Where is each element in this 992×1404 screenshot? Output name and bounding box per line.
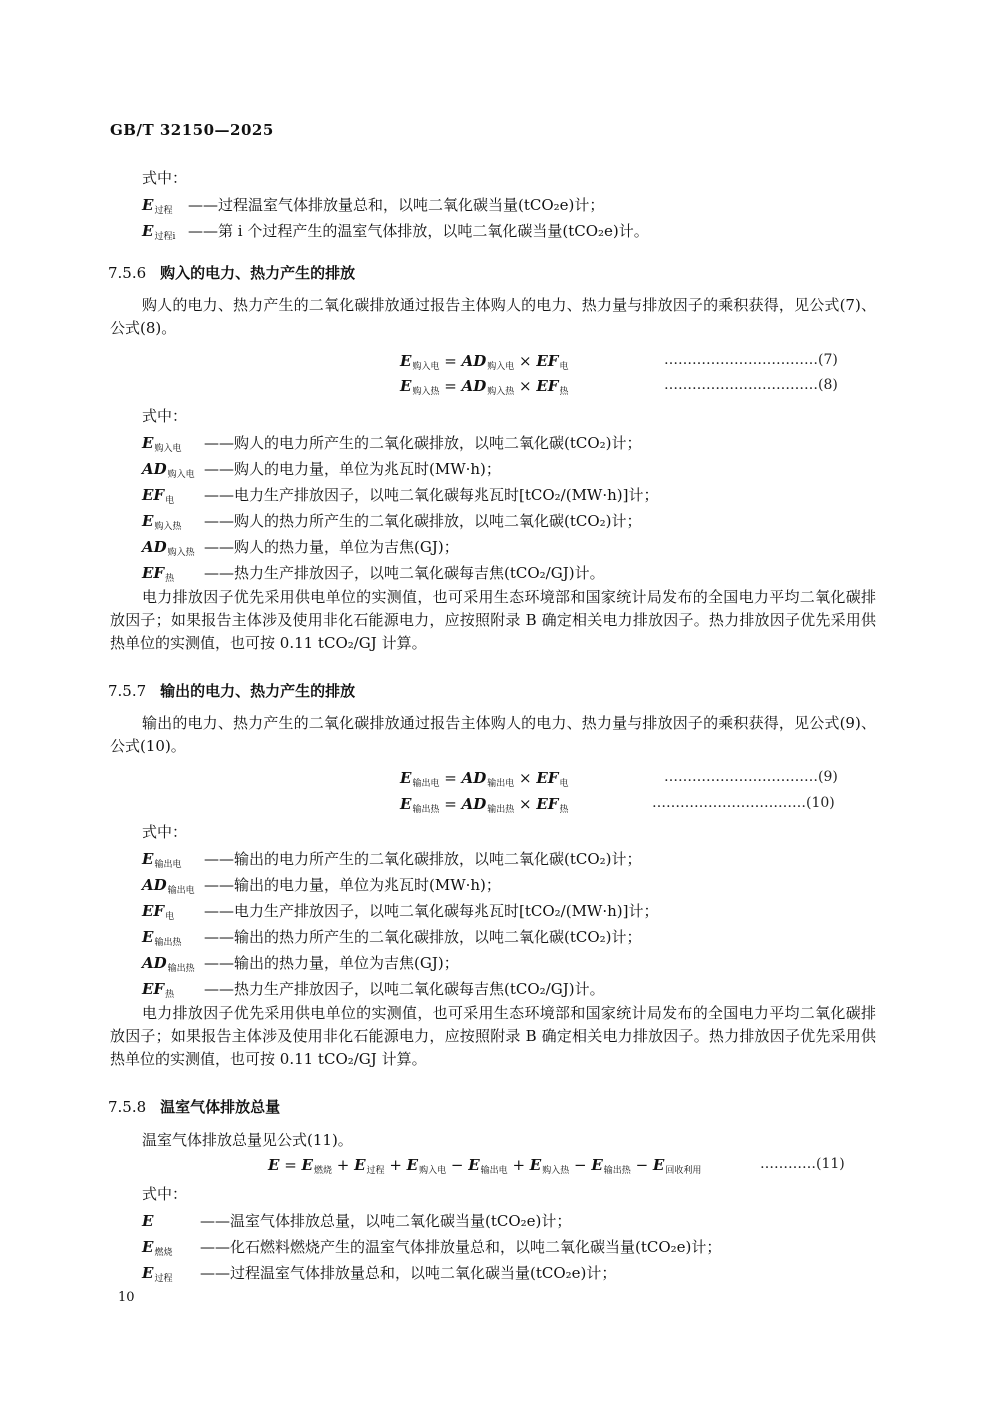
paragraph: 电力排放因子优先采用供电单位的实测值，也可采用生态环境部和国家统计局发布的全国电力平均二氧化碳排放因子；如果报告主体涉及使用非化石能源电力，应按照附录 B 确定相关电力排放因子。热力排放因子优先采用供热单位的实测值，也可按 0.11 tCO₂/GJ 计算。	[110, 588, 876, 652]
formula-operator: −	[569, 1156, 592, 1174]
formula-10: $E_{输出热} = AD_{输出热} \times EF_热$	[400, 795, 569, 815]
definition-line: $EF_电$ ——电力生产排放因子，以吨二氧化碳每兆瓦时[tCO₂/(MW·h)]计；	[142, 486, 659, 506]
formula-7: $E_{购入电} = AD_{购入电} \times EF_电$	[400, 352, 569, 372]
section-heading-7-5-7: 7.5.7 输出的电力、热力产生的排放	[108, 682, 356, 700]
definition-line: $EF_热$ ——热力生产排放因子，以吨二氧化碳每吉焦(tCO₂/GJ)计。	[142, 564, 605, 584]
definition-line: $E_{购入电}$ ——购人的电力所产生的二氧化碳排放，以吨二氧化碳(tCO₂)计；	[142, 434, 642, 454]
symbol: $E_{过程}$	[142, 196, 173, 216]
symbol: $EF_热$	[142, 980, 175, 1000]
section-heading-7-5-6: 7.5.6 购入的电力、热力产生的排放	[108, 264, 356, 282]
symbol: $E_{过程}$	[142, 1264, 173, 1284]
formula-operator: +	[507, 1156, 530, 1174]
where-label: 式中：	[142, 407, 188, 425]
symbol: $E_{燃烧}$	[142, 1238, 173, 1258]
formula-term: $E_{购入热}$	[529, 1156, 570, 1176]
formula-term: $E_{过程}$	[354, 1156, 385, 1176]
formula-operator: −	[446, 1156, 469, 1174]
definition-line: $AD_{购入电}$ ——购人的电力量，单位为兆瓦时(MW·h)；	[142, 460, 501, 480]
symbol: $EF_热$	[142, 564, 175, 584]
symbol: $E_{购入热}$	[142, 512, 182, 532]
symbol: $E_{输出电}$	[142, 850, 182, 870]
paragraph: 购人的电力、热力产生的二氧化碳排放通过报告主体购人的电力、热力量与排放因子的乘积获得，见公式(7)、公式(8)。	[110, 296, 876, 337]
definition-line: $AD_{输出热}$ ——输出的热力量，单位为吉焦(GJ)；	[142, 954, 459, 974]
symbol: E	[142, 1212, 154, 1230]
definition-line: $E_{购入热}$ ——购人的热力所产生的二氧化碳排放，以吨二氧化碳(tCO₂)计；	[142, 512, 642, 532]
where-label: 式中：	[142, 823, 188, 841]
formula-11	[268, 1156, 701, 1176]
definition-text: ——过程温室气体排放量总和，以吨二氧化碳当量(tCO₂e)计；	[188, 196, 605, 214]
formula-term: $E_{输出热}$	[591, 1156, 631, 1176]
definition-line: $EF_电$ ——电力生产排放因子，以吨二氧化碳每兆瓦时[tCO₂/(MW·h)]计；	[142, 902, 659, 922]
equation-number: ……………………………(8)	[664, 377, 838, 393]
symbol: $E_{购入电}$	[142, 434, 182, 454]
paragraph: 输出的电力、热力产生的二氧化碳排放通过报告主体购人的电力、热力量与排放因子的乘积获得，见公式(9)、公式(10)。	[110, 714, 876, 755]
definition-line: E ——温室气体排放总量，以吨二氧化碳当量(tCO₂e)计；	[142, 1212, 572, 1230]
definition-line: $AD_{输出电}$ ——输出的电力量，单位为兆瓦时(MW·h)；	[142, 876, 501, 896]
definition-line: $EF_热$ ——热力生产排放因子，以吨二氧化碳每吉焦(tCO₂/GJ)计。	[142, 980, 605, 1000]
formula-term: $E_{燃烧}$	[301, 1156, 332, 1176]
definition-line	[142, 220, 649, 242]
equation-number: ……………………………(9)	[664, 769, 838, 785]
where-label: 式中：	[142, 169, 188, 187]
paragraph: 电力排放因子优先采用供电单位的实测值，也可采用生态环境部和国家统计局发布的全国电力平均二氧化碳排放因子；如果报告主体涉及使用非化石能源电力，应按照附录 B 确定相关电力排放因子。热力排放因子优先采用供热单位的实测值，也可按 0.11 tCO₂/GJ 计算。	[110, 1004, 876, 1068]
symbol: $AD_{购入热}$	[142, 538, 195, 558]
equation-number: ……………………………(7)	[664, 352, 838, 368]
definition-line: $E_{过程}$ ——过程温室气体排放量总和，以吨二氧化碳当量(tCO₂e)计；	[142, 1264, 617, 1284]
symbol: $E_{过程i}$	[142, 222, 176, 242]
formula-term: E	[268, 1156, 280, 1174]
definition-line	[142, 194, 604, 216]
formula-operator: =	[279, 1156, 302, 1174]
page-number: 10	[118, 1290, 135, 1305]
formula-operator: +	[384, 1156, 407, 1174]
formula-operator: −	[630, 1156, 653, 1174]
formula-term: $E_{输出电}$	[468, 1156, 508, 1176]
formula-term: $E_{回收利用}$	[652, 1156, 702, 1176]
definition-line: $E_{燃烧}$ ——化石燃料燃烧产生的温室气体排放量总和，以吨二氧化碳当量(tCO₂e)计；	[142, 1238, 722, 1258]
formula-operator: +	[332, 1156, 355, 1174]
symbol: $AD_{输出热}$	[142, 954, 195, 974]
where-label: 式中：	[142, 1185, 188, 1203]
equation-number: ……………………………(10)	[652, 795, 835, 811]
paragraph: 温室气体排放总量见公式(11)。	[142, 1131, 353, 1149]
formula-9: $E_{输出电} = AD_{输出电} \times EF_电$	[400, 769, 569, 789]
formula-term: $E_{购入电}$	[406, 1156, 447, 1176]
definition-line: $E_{输出电}$ ——输出的电力所产生的二氧化碳排放，以吨二氧化碳(tCO₂)计；	[142, 850, 642, 870]
formula-8: $E_{购入热} = AD_{购入热} \times EF_热$	[400, 377, 569, 397]
equation-number: …………(11)	[760, 1156, 845, 1172]
symbol: $AD_{输出电}$	[142, 876, 195, 896]
definition-line: $AD_{购入热}$ ——购人的热力量，单位为吉焦(GJ)；	[142, 538, 459, 558]
symbol: $E_{输出热}$	[142, 928, 182, 948]
symbol: $EF_电$	[142, 486, 175, 506]
section-heading-7-5-8: 7.5.8 温室气体排放总量	[108, 1098, 281, 1116]
definition-text: ——第 i 个过程产生的温室气体排放，以吨二氧化碳当量(tCO₂e)计。	[188, 222, 649, 240]
standard-code-header: GB/T 32150—2025	[110, 121, 274, 139]
symbol: $AD_{购入电}$	[142, 460, 195, 480]
symbol: $EF_电$	[142, 902, 175, 922]
definition-line: $E_{输出热}$ ——输出的热力所产生的二氧化碳排放，以吨二氧化碳(tCO₂)计；	[142, 928, 642, 948]
